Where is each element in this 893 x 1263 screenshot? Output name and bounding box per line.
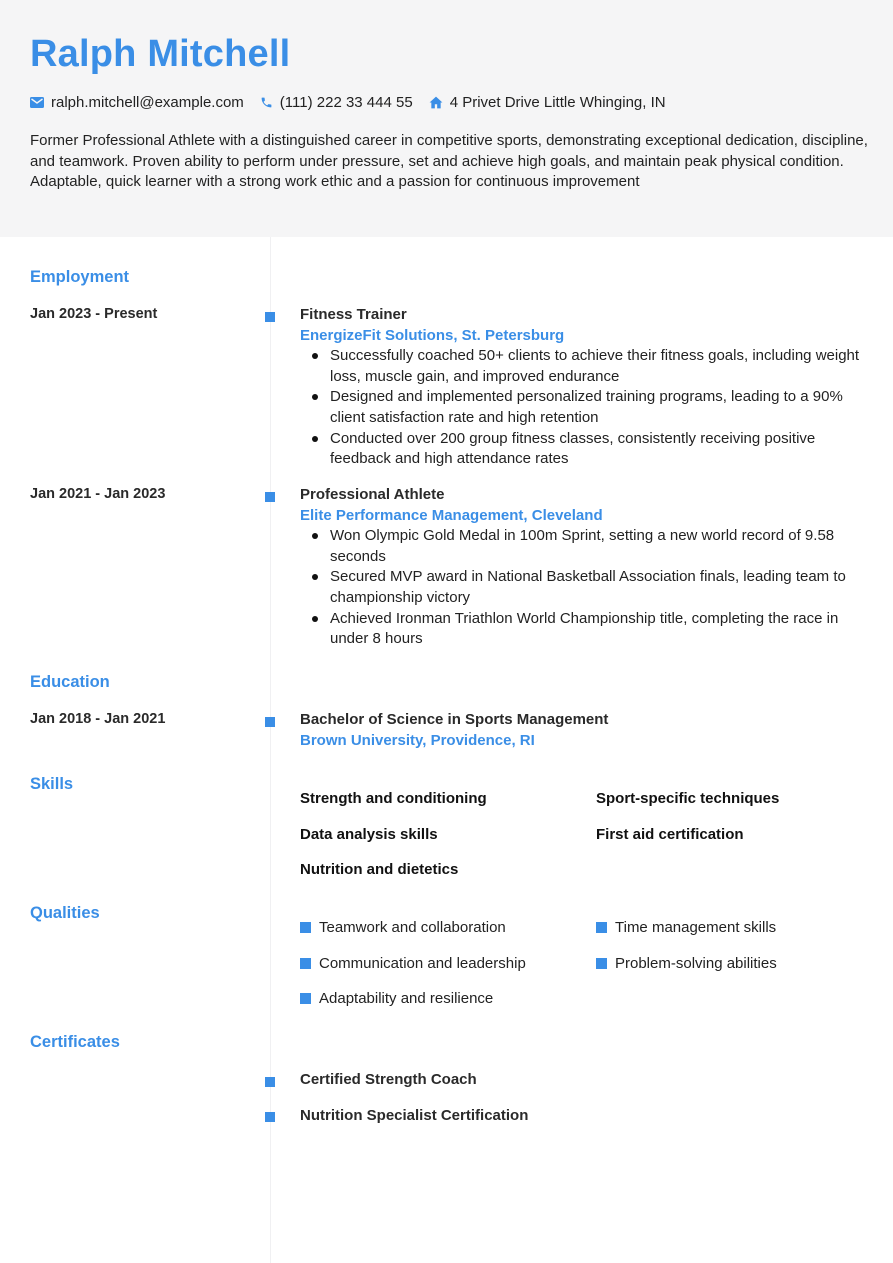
mail-icon xyxy=(30,97,44,108)
quality-item xyxy=(300,954,596,990)
employer: Elite Performance Management, Cleveland xyxy=(300,506,603,524)
achievement-item: Secured MVP award in National Basketball Association finals, leading team to championship victory xyxy=(300,567,865,608)
contact-phone[interactable] xyxy=(260,94,413,111)
job-title: Professional Athlete xyxy=(300,486,445,503)
degree: Bachelor of Science in Sports Management xyxy=(300,711,609,728)
timeline-marker xyxy=(265,312,275,322)
quality-label: Teamwork and collaboration xyxy=(319,919,506,936)
contact-address xyxy=(429,94,666,111)
achievement-item: Designed and implemented personalized training programs, leading to a 90% client satisfaction rate and high retention xyxy=(300,387,865,428)
square-bullet-icon xyxy=(300,922,311,933)
timeline-marker xyxy=(265,1112,275,1122)
quality-label: Adaptability and resilience xyxy=(319,990,494,1007)
candidate-name: Ralph Mitchell xyxy=(30,33,291,75)
achievement-item: Won Olympic Gold Medal in 100m Sprint, setting a new world record of 9.58 seconds xyxy=(300,526,865,567)
column-divider xyxy=(270,237,271,1263)
phone-text: (111) 222 33 444 55 xyxy=(279,93,413,111)
skill-item: Data analysis skills xyxy=(300,825,438,843)
employment-entry xyxy=(300,485,865,650)
timeline-marker xyxy=(265,1077,275,1087)
skill-item: Nutrition and dietetics xyxy=(300,861,459,878)
email-text: ralph.mitchell@example.com xyxy=(51,93,244,111)
resume-header xyxy=(0,0,893,237)
certificate-item: Nutrition Specialist Certification xyxy=(300,1107,529,1124)
phone-icon xyxy=(260,96,273,109)
address-text: 4 Privet Drive Little Whinging, IN xyxy=(449,93,666,111)
skill-item: First aid certification xyxy=(596,825,744,843)
square-bullet-icon xyxy=(596,958,607,969)
quality-label: Problem-solving abilities xyxy=(615,954,777,972)
timeline-marker xyxy=(265,492,275,502)
home-icon xyxy=(429,96,443,109)
school: Brown University, Providence, RI xyxy=(300,731,535,749)
contact-email[interactable] xyxy=(30,94,244,111)
timeline-marker xyxy=(265,717,275,727)
quality-label: Communication and leadership xyxy=(319,954,526,972)
job-title: Fitness Trainer xyxy=(300,306,407,323)
certificate-item: Certified Strength Coach xyxy=(300,1071,477,1088)
contact-bar xyxy=(30,92,863,112)
employment-date: Jan 2023 - Present xyxy=(30,306,158,322)
achievement-item: Successfully coached 50+ clients to achieve their fitness goals, including weight loss, muscle gain, and improved endurance xyxy=(300,346,865,387)
profile-summary: Former Professional Athlete with a distinguished career in competitive sports, demonstrating exceptional dedication, discipline, and teamwork. Proven ability to perform under pressure, set and achieve high goals, and maintain peak physical condition. Adaptable, quick learner with a strong work ethic and a passion for continuous improvement xyxy=(30,132,868,191)
skill-item: Strength and conditioning xyxy=(300,790,487,807)
achievement-item: Conducted over 200 group fitness classes, consistently receiving positive feedback and high attendance rates xyxy=(300,429,865,470)
achievement-list xyxy=(300,526,865,650)
section-title-skills: Skills xyxy=(30,775,74,793)
qualities-grid xyxy=(300,918,865,1025)
quality-item xyxy=(300,989,596,1025)
quality-item xyxy=(596,954,865,990)
section-title-qualities: Qualities xyxy=(30,904,100,922)
square-bullet-icon xyxy=(300,958,311,969)
section-title-employment: Employment xyxy=(30,268,130,286)
skills-grid xyxy=(300,789,865,896)
skill-item: Sport-specific techniques xyxy=(596,790,780,807)
education-entry xyxy=(300,710,865,751)
quality-label: Time management skills xyxy=(615,919,777,936)
achievement-item: Achieved Ironman Triathlon World Championship title, completing the race in under 8 hours xyxy=(300,609,865,650)
education-date: Jan 2018 - Jan 2021 xyxy=(30,711,166,727)
section-title-education: Education xyxy=(30,673,110,691)
quality-item xyxy=(596,918,865,954)
section-title-certificates: Certificates xyxy=(30,1033,120,1051)
quality-item xyxy=(300,918,596,954)
employer: EnergizeFit Solutions, St. Petersburg xyxy=(300,326,565,344)
achievement-list xyxy=(300,346,865,470)
employment-date: Jan 2021 - Jan 2023 xyxy=(30,486,166,502)
square-bullet-icon xyxy=(596,922,607,933)
square-bullet-icon xyxy=(300,993,311,1004)
employment-entry xyxy=(300,305,865,470)
